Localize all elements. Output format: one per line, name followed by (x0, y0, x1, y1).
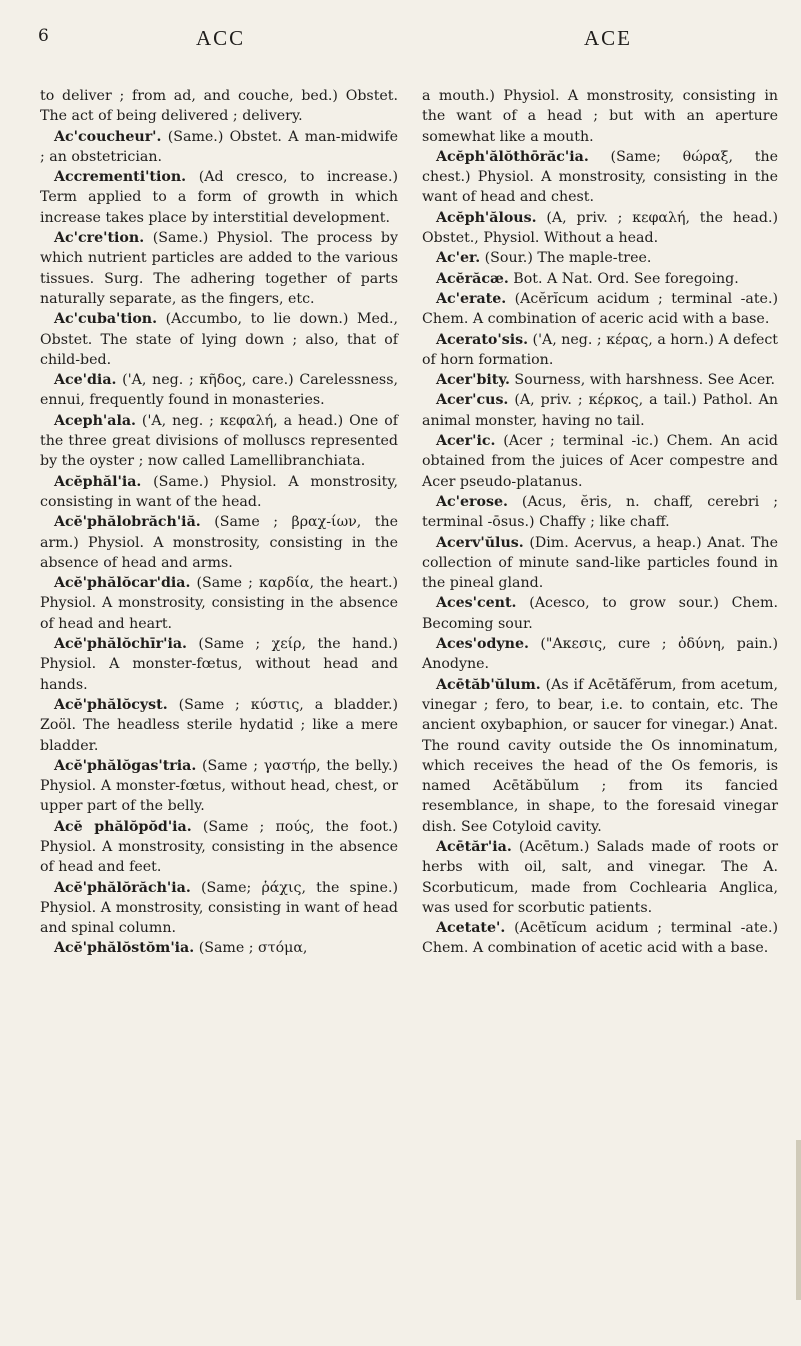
dictionary-entry (422, 208, 778, 249)
dictionary-entry (40, 695, 398, 756)
definition-text: (Same ; στόμα, (194, 940, 308, 957)
definition-text: (Accumbo, to lie down.) Med., Obstet. The state of lying down ; also, that of child-bed. (40, 311, 398, 368)
headword: Acĕphăl'ia. (54, 473, 142, 490)
right-column (422, 86, 778, 959)
headword: Acētăb'ŭlum. (436, 676, 541, 693)
headword: Acĕ'phălŏrăch'ia. (54, 879, 191, 896)
page-header (0, 16, 801, 50)
headword: Ac'erate. (436, 290, 507, 307)
dictionary-entry (422, 492, 778, 533)
dictionary-entry (40, 634, 398, 695)
dictionary-entry (422, 289, 778, 330)
definition-text: (A, priv. ; κεφαλή, the head.) Obstet., Physiol. Without a head. (422, 209, 778, 247)
headword: Ac'cre'tion. (54, 230, 145, 247)
left-column (40, 86, 398, 959)
definition-text: (Same ; πούς, the foot.) Physiol. A monstrosity, consisting in the absence of head and feet. (40, 818, 399, 876)
headword: Acĕ'phălŏstŏm'ia. (54, 940, 195, 957)
dictionary-entry (422, 533, 778, 594)
left-guide-word: ACC (196, 26, 246, 50)
headword: Acĕ phălŏpŏd'ia. (54, 818, 192, 835)
dictionary-entry (422, 370, 778, 390)
headword: Ac'cuba'tion. (54, 311, 158, 328)
definition-text: (Same; ῥάχις, the spine.) Physiol. A monstrosity, consisting in want of head and spinal column. (40, 879, 398, 937)
dictionary-entry (422, 675, 778, 837)
definition-text: (Sour.) The maple-tree. (480, 250, 652, 267)
headword: Aceph'ala. (54, 412, 136, 429)
dictionary-entry (40, 309, 398, 370)
headword: Ace'dia. (54, 372, 117, 389)
dictionary-entry (422, 593, 778, 634)
definition-text: (Acētum.) Salads made of roots or herbs with oil, salt, and vinegar. The A. Scorbuticum, made from Cochlearia Anglica, was used for scorbutic patients. (422, 838, 778, 916)
dictionary-entry (422, 269, 778, 289)
dictionary-entry (422, 330, 778, 371)
headword: Acĕ'phălŏchīr'ia. (54, 636, 187, 653)
definition-text: (Dim. Acervus, a heap.) Anat. The collection of minute sand-like particles found in the pineal gland. (422, 534, 778, 592)
dictionary-entry (40, 938, 398, 958)
definition-text: (Same.) Physiol. The process by which nutrient particles are added to the various tissues. Surg. The adhering together of parts naturally separate, as the fingers, etc. (40, 230, 398, 307)
definition-text: (Ad cresco, to increase.) Term applied to a form of growth in which increase takes place by interstitial development. (40, 169, 398, 226)
dictionary-entry (40, 127, 398, 168)
headword: Acĕph'ălŏthōrăc'ia. (436, 148, 589, 165)
headword: Acĕrăcæ. (436, 270, 509, 287)
headword: Acer'ic. (436, 433, 496, 450)
dictionary-entry (40, 817, 398, 878)
definition-text: (A, priv. ; κέρκος, a tail.) Pathol. An animal monster, having no tail. (422, 392, 778, 429)
definition-text: (Acesco, to grow sour.) Chem. Becoming sour. (422, 595, 778, 632)
headword: Ac'coucheur'. (54, 128, 162, 145)
headword: Acerato'sis. (436, 331, 529, 348)
definition-text: ('A, neg. ; κεφαλή, a head.) One of the three great divisions of molluscs represented by the oyster ; now called Lamellibranchiata. (40, 412, 398, 470)
dictionary-entry (40, 878, 398, 939)
definition-text: (As if Acētăfĕrum, from acetum, vinegar ; fero, to bear, i.e. to contain, etc. The ancient oxybaphion, or saucer for vinegar.) Anat. The round cavity outside the Os innominatum, which receives the head of the Os femoris, is named Acētăbŭlum ; from its fancied resemblance, in shape, to the foresaid vinegar dish. See Cotyloid cavity. (422, 676, 778, 835)
definition-text: (Same ; καρδία, the heart.) Physiol. A monstrosity, consisting in the absence of head and heart. (40, 575, 398, 632)
definition-text: (Same.) Obstet. A man-midwife ; an obstetrician. (40, 128, 398, 165)
dictionary-entry (40, 472, 398, 513)
dictionary-entry (422, 634, 778, 675)
dictionary-entry (422, 431, 778, 492)
headword: Acerv'ŭlus. (436, 534, 524, 551)
headword: Aces'cent. (436, 595, 517, 612)
dictionary-entry (40, 167, 398, 228)
definition-text: Sourness, with harshness. See Acer. (509, 372, 776, 389)
dictionary-entry (422, 918, 778, 959)
definition-text: ('A, neg. ; κῆδος, care.) Carelessness, ennui, frequently found in monasteries. (40, 372, 398, 409)
dictionary-entry (40, 228, 398, 309)
headword: Acētăr'ia. (436, 838, 512, 855)
definition-text: (Acētĭcum acidum ; terminal -ate.) Chem. A combination of acetic acid with a base. (422, 920, 778, 957)
continued-entry (422, 86, 778, 147)
dictionary-entry (422, 248, 778, 268)
headword: Accrementi'tion. (54, 169, 187, 186)
definition-text: Bot. A Nat. Ord. See foregoing. (508, 270, 739, 287)
headword: Ac'er. (436, 250, 481, 267)
headword: Acĕ'phălŏcyst. (54, 696, 168, 713)
definition-text: (Same.) Physiol. A monstrosity, consisting in want of the head. (40, 473, 398, 510)
definition-text: (Same ; βραχ-ίων, the arm.) Physiol. A monstrosity, consisting in the absence of head and arms. (40, 514, 398, 571)
page-number: 6 (38, 26, 49, 46)
headword: Acĕ'phălŏcar'dia. (54, 575, 191, 592)
dictionary-entry (422, 390, 778, 431)
definition-text: (Same ; κύστις, a bladder.) Zoöl. The headless sterile hydatid ; like a mere bladder. (40, 696, 398, 754)
definition-text: (Acer ; terminal -ic.) Chem. An acid obtained from the juices of Acer compestre and Acer pseudo-platanus. (422, 433, 778, 490)
headword: Aces'odyne. (436, 636, 529, 653)
dictionary-entry (40, 370, 398, 411)
headword: Acĕph'ălous. (436, 209, 537, 226)
definition-text: (Acĕrĭcum acidum ; terminal -ate.) Chem. A combination of aceric acid with a base. (422, 290, 778, 328)
headword: Acer'bity. (436, 372, 510, 389)
right-guide-word: ACE (584, 26, 632, 50)
dictionary-entry (40, 756, 398, 817)
headword: Ac'erose. (436, 493, 508, 510)
continued-entry (40, 86, 398, 127)
dictionary-entry (422, 147, 778, 208)
dictionary-entry (40, 411, 398, 472)
definition-text: a mouth.) Physiol. A monstrosity, consisting in the want of a head ; but with an aperture somewhat like a mouth. (422, 88, 778, 145)
headword: Acĕ'phălobrăch'iă. (54, 514, 201, 531)
headword: Acĕ'phălŏgas'tria. (54, 757, 197, 774)
definition-text: ("Ακεσις, cure ; ὀδύνη, pain.) Anodyne. (422, 636, 778, 673)
definition-text: (Same ; χείρ, the hand.) Physiol. A monster-fœtus, without head and hands. (40, 636, 398, 693)
dictionary-entry (40, 573, 398, 634)
dictionary-entry (422, 837, 778, 918)
dictionary-entry (40, 512, 398, 573)
definition-text: (Same; θώραξ, the chest.) Physiol. A monstrosity, consisting in the want of head and chest. (422, 148, 778, 206)
page-edge-shadow (796, 1140, 801, 1300)
definition-text: (Same ; γαστήρ, the belly.) Physiol. A monster-fœtus, without head, chest, or upper part of the belly. (40, 757, 398, 815)
definition-text: (Acus, ĕris, n. chaff, cerebri ; terminal -ōsus.) Chaffy ; like chaff. (422, 493, 778, 531)
headword: Acetate'. (436, 920, 506, 937)
definition-text: ('A, neg. ; κέρας, a horn.) A defect of horn formation. (422, 331, 778, 368)
definition-text: to deliver ; from ad, and couche, bed.) Obstet. The act of being delivered ; delivery. (40, 88, 398, 125)
headword: Acer'cus. (436, 392, 509, 409)
